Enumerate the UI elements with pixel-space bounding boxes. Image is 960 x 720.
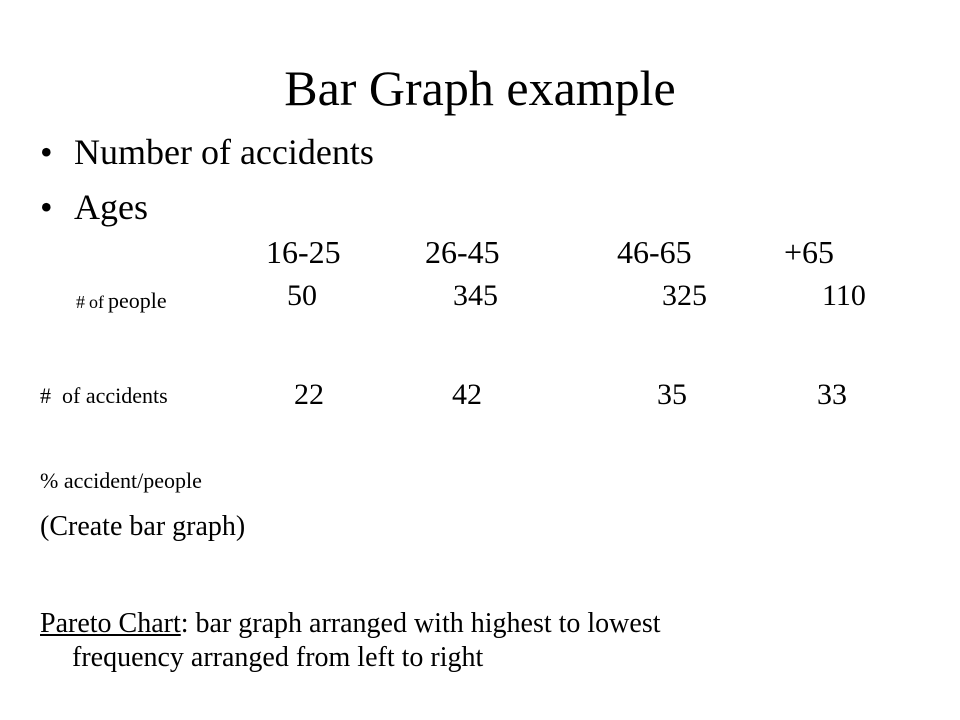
accidents-value: 35 [657, 378, 687, 411]
accidents-row-label: # of accidents [40, 383, 168, 408]
pareto-definition-line1: : bar graph arranged with highest to lowest [180, 608, 661, 639]
people-row-label: # of people [76, 288, 167, 313]
slide-title: Bar Graph example [284, 60, 676, 116]
bullet-dot: • [40, 132, 53, 172]
age-group-26-45: 26-45 [425, 234, 500, 270]
people-value: 345 [453, 279, 498, 312]
percent-accident-label: % accident/people [40, 468, 202, 493]
pareto-definition [40, 607, 920, 675]
people-value: 50 [287, 279, 317, 312]
people-value: 325 [662, 279, 707, 312]
age-group-46-65: 46-65 [617, 234, 692, 270]
accidents-value: 22 [294, 378, 324, 411]
create-bar-graph-note: (Create bar graph) [40, 511, 246, 542]
bullet-text: Ages [74, 187, 148, 227]
people-value: 110 [822, 279, 866, 312]
accidents-value: 33 [817, 378, 847, 411]
bullet-text: Number of accidents [74, 132, 374, 172]
bullet-ages [40, 186, 148, 228]
pareto-definition-line2: frequency arranged from left to right [72, 642, 484, 673]
bullet-dot: • [40, 187, 53, 227]
bullet-number-of-accidents [40, 131, 374, 173]
accidents-value: 42 [452, 378, 482, 411]
pareto-term: Pareto Chart [40, 608, 181, 639]
age-group-16-25: 16-25 [266, 234, 341, 270]
age-group-65-plus: +65 [784, 234, 835, 270]
